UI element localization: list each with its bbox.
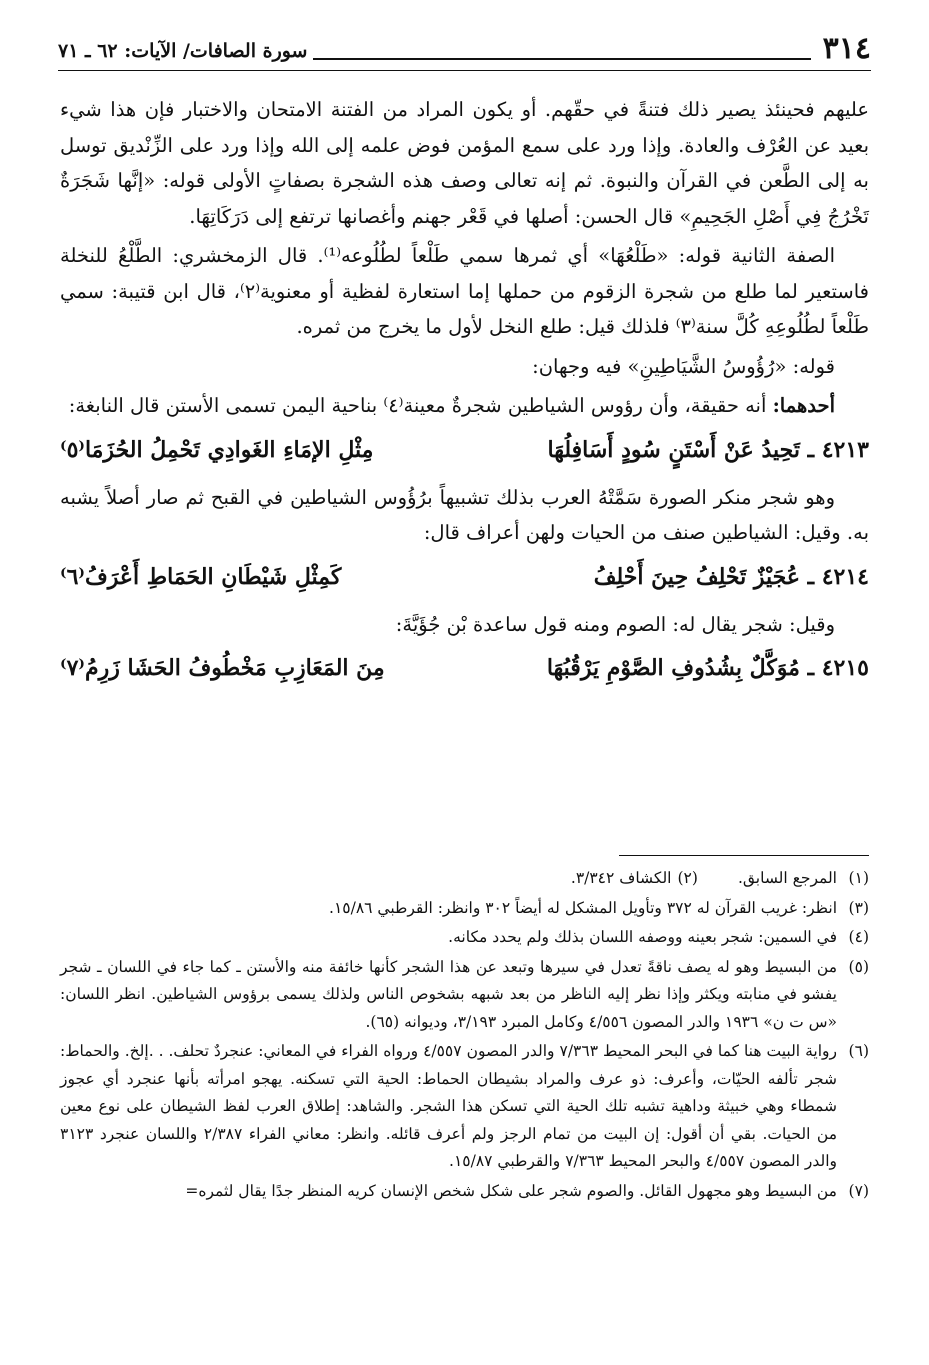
verse-4215 xyxy=(60,646,869,690)
paragraph-1: عليهم فحينئذ يصير ذلك فتنةً في حقّهم. أو يكون المراد من الفتنة الامتحان والاختبار فإن هذا شيء بعيد عن العُرْف والعادة. وإذا ورد على سمع المؤمن فوض علمه إلى الله وإذا ورد على الزِّنْديق توسل به إلى الطَّعن في القرآن والنبوة. ثم إنه تعالى وصف هذه الشجرة بصفاتٍ الأولى قوله: «إنَّها شَجَرَةٌ تَخْرُجُ فِي أَصْلِ الجَحِيمِ» قال الحسن: أصلها في قَعْر جهنم وأغصانها ترتفع إلى دَرَكَاتِهَا. xyxy=(60,98,869,228)
verse-4213-second-hemistich: مِثْلِ الإمَاءِ الغَوادِي تَحْمِلُ الحُزَمَا⁽٥⁾ xyxy=(60,436,374,463)
footnote-6-number: (٦) xyxy=(848,1042,869,1060)
footnote-1 xyxy=(738,865,869,893)
footnote-2-number: (٢) xyxy=(677,869,698,887)
paragraph-4-lead: أحدهما: xyxy=(772,394,835,417)
footnote-1-number: (١) xyxy=(848,869,869,887)
header-rule xyxy=(313,36,810,60)
footnote-5-number: (٥) xyxy=(848,957,869,976)
footnote-6-text: رواية البيت هنا كما في البحر المحيط ٧/٣٦٣ والدر المصون ٤/٥٥٧ ورواه الفراء في المعاني: عنجردٌ تحلف. . .إلخ. والحماط: شجر تألفه الحيّات، وأعرف: ذو عرف والمراد بشيطان الحماط: الحية التي تسكنه. يهجو امرأته بأنها عنجرد أي عجوز شمطاء وهي خبيثة وداهية تشبه تلك الحية التي تسكن هذا الشجر. والشاهد: إطلاق العرب لفظ الشيطان على نوع معين من الحيات. بقي أن أقول: إن البيت من تمام الرجز ولم أعرف قائله. وانظر: معاني الفراء ٢/٣٨٧ واللسان عنجرد ٣١٢٣ والدر المصون ٤/٥٥٧ والبحر المحيط ٧/٣٦٣ والقرطبي ١٥/٨٧. xyxy=(60,1042,837,1170)
footnote-7-text: من البسيط وهو مجهول القائل. والصوم شجر على شكل شخص الإنسان كريه المنظر جدًا يقال لثمره= xyxy=(185,1181,837,1200)
footnote-5-text: من البسيط وهو له يصف ناقةً تعدل في سيرها وتبعد عن هذا الشجر كأنها خائفة منه والأستن ـ كما جاء في اللسان ـ شجر يفشو في منابته ويكثر وإذا نظر إليه الناظر من بعد شبهه بشخوص الناس ولذلك يسمى برؤوس الشياطين. انظر اللسان: «س ت ن» ١٩٣٦ والدر المصون ٤/٥٥٦ وكامل المبرد ٣/١٩٣، وديوانه (٦٥). xyxy=(60,957,837,1031)
verse-4213 xyxy=(60,428,869,472)
verse-4213-first-hemistich: ٤٢١٣ ـ تَحِيدُ عَنْ أَسْتَنٍ سُودٍ أَسَافِلُهَا xyxy=(547,436,869,463)
running-title: سورة الصافات/ الآيات: ٦٢ ـ ٧١ xyxy=(58,40,308,62)
footnote-separator xyxy=(619,855,869,856)
paragraph-4 xyxy=(60,388,869,424)
footnote-5 xyxy=(60,954,869,1037)
footnote-4 xyxy=(60,924,869,952)
footnote-3-number: (٣) xyxy=(848,898,869,917)
verse-4215-second-hemistich: مِنَ المَعَازِبِ مَخْطُوفُ الحَشَا زَرِمُ⁽٧⁾ xyxy=(60,655,385,681)
footnote-1-2 xyxy=(60,865,869,893)
page-number: ٣١٤ xyxy=(822,31,871,66)
paragraph-3: قوله: «رُؤُوسُ الشَّيَاطِينِ» فيه وجهان: xyxy=(532,354,835,378)
footnote-2 xyxy=(571,865,698,893)
paragraph-2: الصفة الثانية قوله: «طَلْعُهَا» أي ثمرها سمي طَلْعاً لطُلُوعه⁽¹⁾. قال الزمخشري: الطَّلْعُ للنخلة فاستعير لما طلع من شجرة الزقوم من حملها إما استعارة لفظية أو معنوية⁽٢⁾، قال ابن قتيبة: سمي طَلْعاً لطُلُوعِهِ كُلَّ سنة⁽٣⁾ فلذلك قيل: طلع النخل لأول ما يخرج من ثمره. xyxy=(60,244,869,338)
verse-4214 xyxy=(60,555,869,599)
footnotes xyxy=(60,865,869,1207)
footnote-3 xyxy=(60,895,869,923)
footnote-7-number: (٧) xyxy=(848,1181,869,1200)
footnote-1-text: المرجع السابق. xyxy=(737,869,837,887)
footnote-6 xyxy=(60,1038,869,1176)
footnote-7 xyxy=(60,1178,869,1206)
verse-4214-second-hemistich: كَمِثْلِ شَيْطَانِ الحَمَاطِ أَعْرَفُ⁽٦⁾ xyxy=(60,563,342,590)
paragraph-5: وهو شجر منكر الصورة سَمَّتْهُ العرب بذلك تشبيهاً برُؤُوس الشياطين في القبح ثم صار أصلاً يشبه به. وقيل: الشياطين صنف من الحيات ولهن أعراف قال: xyxy=(60,485,869,544)
footnote-4-text: في السمين: شجر بعينه ووصفه اللسان بذلك ولم يحدد مكانه. xyxy=(448,928,837,946)
footnote-2-text: الكشاف ٣/٣٤٢. xyxy=(570,869,672,887)
paragraph-6: وقيل: شجر يقال له: الصوم ومنه قول ساعدة بْن جُؤَيَّةَ: xyxy=(395,612,835,636)
footnote-4-number: (٤) xyxy=(848,928,869,946)
header-divider xyxy=(58,70,871,71)
verse-4214-first-hemistich: ٤٢١٤ ـ عُجَيْزٌ تَحْلِفُ حِينَ أَحْلِفُ xyxy=(593,563,869,590)
verse-4215-first-hemistich: ٤٢١٥ ـ مُوَكَّلٌ بِشُدُوفِ الصَّوْمِ يَرْقُبُهَا xyxy=(546,655,869,681)
main-text xyxy=(60,92,869,698)
footnote-3-text: انظر: غريب القرآن له ٣٧٢ وتأويل المشكل له أيضاً ٣٠٢ وانظر: القرطبي ١٥/٨٦. xyxy=(329,898,837,917)
paragraph-4-text: أنه حقيقة، وأن رؤوس الشياطين شجرةٌ معينة⁽٤⁾ بناحية اليمن تسمى الأستن قال النابغة: xyxy=(68,394,773,417)
page-header xyxy=(58,26,871,68)
